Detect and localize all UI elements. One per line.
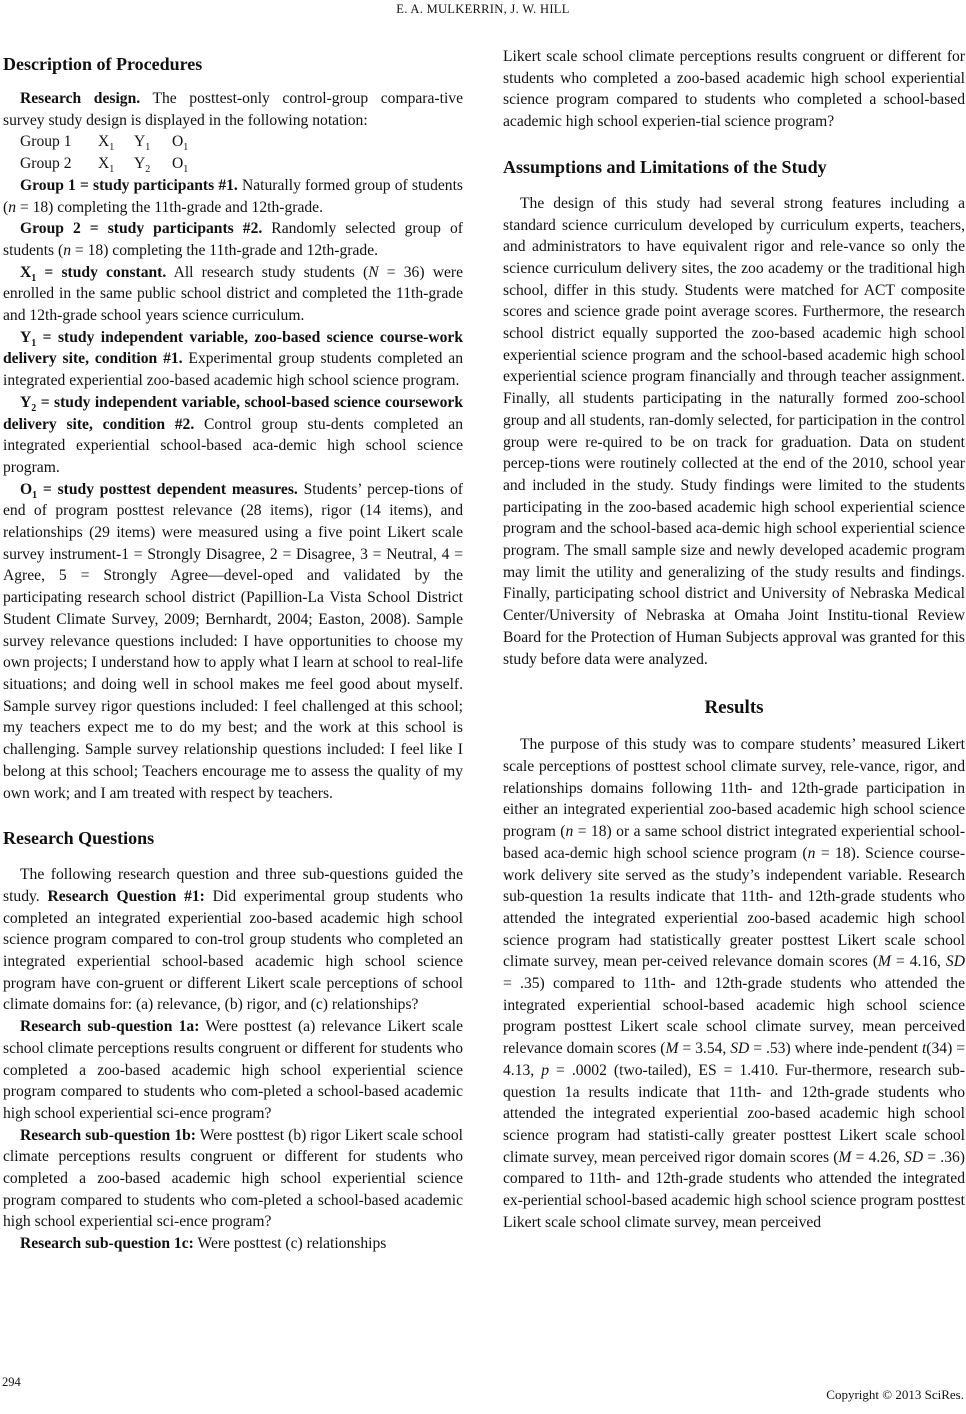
notation-y [134, 131, 172, 153]
paragraph-text: = 18) or a same school district integrated experiential school-based aca-demic high school science program ( [503, 823, 966, 862]
run-in-heading: Research sub-question 1c: [20, 1235, 194, 1253]
section-heading-results: Results [704, 697, 764, 719]
running-head: E. A. MULKERRIN, J. W. HILL [396, 2, 570, 16]
notation-subscript: 1 [31, 337, 37, 349]
paragraph-text: The posttest-only control-group compara-tive survey study design is displayed in the following notation: [3, 90, 464, 129]
paragraph-text: (34) = 4.13, [503, 1040, 966, 1079]
paragraph-text: = .0002 (two-tailed), ES = 1.410. Fur-thermore, research sub-question 1a results indicate that 11th- and 12th-grade students who attended the integrated experiential zoo-based academic high school science program had statisti-cally greater posttest Likert scale school climate survey, mean perceived rigor domain scores ( [503, 1061, 965, 1166]
heading-text: = study constant. [36, 263, 167, 281]
paragraph-text: = .35) compared to 11th- and 12th-grade students who attended the integrated experiential school-based academic high school science program posttest Likert scale school climate survey, mean perceived relevance domain scores ( [503, 975, 965, 1058]
notation-symbol: Y [20, 328, 32, 346]
paragraph-text: = 18). Science course-work delivery site served as the study’s independent variable. Research sub-question 1a results indicate that 11th- and 12th-grade students who attended the integrated experiential zoo-based academic high school science program had statistically greater posttest Likert scale school climate survey, mean per-ceived relevance domain scores ( [503, 844, 966, 971]
paragraph-sub-question-1c [3, 1233, 463, 1255]
paragraph-text: The purpose of this study was to compare students’ measured Likert scale perceptions of posttest school climate survey, rele-vance, rigor, and relationships domains following 11th- and 12th-grade participation in either an integrated experiential zoo-based academic high school science program ( [503, 736, 965, 841]
section-heading-assumptions: Assumptions and Limitations of the Study [503, 156, 827, 177]
stat-symbol: M [665, 1040, 679, 1058]
notation-o [172, 153, 188, 175]
stat-symbol: SD [730, 1040, 750, 1058]
paragraph-group-1 [3, 175, 463, 218]
paragraph-text: Randomly selected group of students ( [3, 220, 463, 259]
paragraph-text: = .36) compared to 11th- and 12th-grade students who attended the integrated ex-periential school-based academic high school science program posttest Likert scale school climate survey, mean perceived [503, 1148, 965, 1231]
paragraph-y2 [3, 392, 463, 479]
run-in-heading: Group 2 = study participants #2. [20, 220, 263, 238]
run-in-heading: Research Question #1: [47, 887, 205, 905]
run-in-heading [20, 263, 167, 284]
section-heading-research-questions: Research Questions [3, 828, 155, 849]
notation-subscript: 1 [31, 272, 37, 284]
paragraph-text: The following research question and three sub-questions guided the study. [3, 866, 463, 905]
notation-x [98, 153, 134, 175]
run-in-heading: Research sub-question 1a: [20, 1018, 200, 1036]
notation-x [98, 131, 134, 153]
paragraph-text: = 36) were enrolled in the same public school district and completed the 11th-grade and 12th-grade school years science curriculum. [3, 263, 464, 325]
heading-text: = study posttest dependent measures. [37, 480, 298, 498]
stat-symbol: n [807, 844, 816, 862]
notation-subscript: 1 [32, 489, 38, 501]
notation-subscript: 1 [109, 142, 115, 154]
notation-row-group-1 [3, 131, 463, 153]
paragraph-text: = 18) completing the 11th-grade and 12th-grade. [71, 241, 379, 259]
heading-text: = study independent variable, school-based science coursework delivery site, condition #2. [3, 393, 463, 433]
stat-symbol: SD [945, 953, 965, 971]
paragraph-text: = 4.26, [851, 1148, 905, 1166]
paragraph-text: = 3.54, [678, 1040, 731, 1058]
run-in-heading: Research design. [20, 90, 141, 107]
notation-subscript: 1 [183, 142, 189, 154]
notation-symbol: X [98, 155, 110, 173]
paragraph-assumptions: The design of this study had several strong features including a standard science curriculum developed by curriculum experts, teachers, and administrators to have equivalent rigor and rele-vance so only the science curriculum delivery sites, the zoo academy or the traditional high school, differ in this study. Students were matched for ACT composite scores and science grade point average scores. Furthermore, the research school district equally supported the zoo-based academic high school experiential science program and the school-based academic high school experiential science program financially and through teacher assignment. Finally, all students participating in the naturally formed zoo-school group and all students, ran-domly selected, for participation in the control group were re-quired to be on track for graduation. Data on student percep-tions were routinely collected at the end of the 2010, school year and included in the study. Study findings were limited to the students participating in the zoo-based academic high school experiential science program and the school-based aca-demic high school experiential science program. The small sample size and newly developed academic program may limit the utility and generalizing of the study results and findings. Finally, participating school district and University of Nebraska Medical Center/University of Nebraska at Omaha Joint Institu-tional Review Board for the Protection of Human Subjects approval was granted for this study before data were analyzed. [503, 194, 965, 668]
notation-subscript: 1 [145, 142, 151, 154]
paragraph-text: Did experimental group students who completed an integrated experiential zoo-based academic high school science program compared to con-trol group students who completed an integrated experiential school-based academic high school science program have con-gruent or different Likert scale perceptions of school climate domains for: (a) relevance, (b) rigor, and (c) relationships? [3, 887, 463, 1014]
notation-symbol: O [20, 480, 33, 498]
notation-symbol: Y [134, 133, 146, 151]
copyright-notice: Copyright © 2013 SciRes. [826, 1387, 964, 1402]
notation-symbol: Y [20, 393, 32, 411]
notation-subscript: 1 [109, 164, 115, 176]
notation-o [172, 131, 188, 153]
stat-symbol: M [878, 953, 892, 971]
paragraph-text: Were posttest (a) relevance Likert scale school climate perceptions results congruent or different for students who completed a zoo-based academic high school experiential science program compared to students who com-pleted a school-based academic high school experiential sci-ence program? [3, 1018, 463, 1122]
notation-symbol: Y [134, 155, 146, 173]
paragraph-sub-question-1c-continued: Likert scale school climate perceptions results congruent or different for students who completed a zoo-based academic high school experiential science program compared to students who completed a school-based academic high school experien-tial science program? [503, 48, 965, 131]
paragraph-text: = 18) completing the 11th-grade and 12th-grade. [16, 198, 324, 216]
heading-text: = study independent variable, zoo-based science course-work delivery site, condition #1. [3, 328, 463, 368]
paragraph-x1 [3, 262, 463, 327]
stat-symbol: n [8, 198, 16, 216]
paragraph-o1 [3, 479, 463, 805]
run-in-heading: Group 1 = study participants #1. [20, 176, 238, 194]
notation-y [134, 153, 172, 175]
paragraph-text: All research study students ( [166, 263, 369, 281]
paragraph-sub-question-1b [3, 1125, 463, 1234]
left-column [3, 52, 463, 1255]
paragraph-text: Were posttest (c) relationships [193, 1235, 387, 1253]
notation-subscript: 2 [145, 164, 151, 176]
paragraph-text: Control group stu-dents completed an integrated experiential school-based aca-demic high school science program. [3, 415, 464, 476]
stat-symbol: n [63, 241, 72, 259]
paragraph-text: Experimental group students completed an integrated experiential zoo-based academic high school science program. [3, 350, 463, 390]
paragraph-text: = 4.16, [891, 953, 946, 971]
paragraph-group-2 [3, 218, 463, 261]
notation-subscript: 1 [183, 164, 189, 176]
stat-symbol: n [565, 823, 574, 841]
notation-symbol: O [172, 155, 184, 173]
section-heading-procedures: Description of Procedures [3, 54, 203, 74]
notation-row-group-2 [3, 153, 463, 175]
paragraph-text: Were posttest (b) rigor Likert scale school climate perceptions results congruent or different for students who completed a zoo-based academic high school experiential science program compared to students who com-pleted a school-based academic high school experiential sci-ence program? [3, 1126, 463, 1231]
paragraph-text: Students’ percep-tions of end of program posttest relevance (28 items), rigor (14 items), and relationships (29 items) were measured using a five point Likert scale survey instrument-1 = Strongly Disagree, 2 = Disagree, 3 = Neutral, 4 = Agree, 5 = Strongly Agree—devel-oped and validated by the participating research school district (Papillion-La Vista School District Student Climate Survey, 2009; Bernhardt, 2004; Easton, 2008). Sample survey relevance questions included: I have opportunities to choose my own projects; I understand how to apply what I learn at school to real-life situations; and doing well in school makes me feel good about myself. Sample survey rigor questions included: I feel challenged at this school; my teachers expect me to do my best; and the work at this school is challenging. Sample survey relationship questions included: I feel like I belong at this school; Teachers encourage me to assess the quality of my own work; and I am treated with respect by teachers. [3, 480, 463, 802]
notation-symbol: X [20, 263, 32, 281]
notation-group: Group 2 [20, 155, 72, 173]
run-in-heading [20, 480, 298, 501]
notation-group: Group 1 [20, 133, 72, 151]
stat-symbol: M [838, 1148, 852, 1166]
stat-symbol: t [921, 1040, 927, 1058]
paragraph-results [503, 734, 965, 1233]
run-in-heading: Research sub-question 1b: [20, 1126, 196, 1144]
notation-symbol: X [98, 133, 110, 151]
paragraph-research-question-1 [3, 864, 463, 1016]
paragraph-research-design [3, 88, 463, 131]
paragraph-sub-question-1a [3, 1016, 463, 1125]
stat-symbol: p [541, 1061, 549, 1079]
paragraph-text: = .53) where inde-pendent [749, 1040, 922, 1058]
notation-symbol: O [172, 133, 184, 151]
paragraph-y1 [3, 327, 463, 392]
stat-symbol: SD [904, 1148, 924, 1166]
page-number: 294 [2, 1375, 21, 1389]
paragraph-text: Naturally formed group of students ( [3, 176, 463, 216]
right-column [503, 46, 965, 1233]
notation-subscript: 2 [31, 402, 37, 414]
stat-symbol: N [368, 263, 379, 281]
